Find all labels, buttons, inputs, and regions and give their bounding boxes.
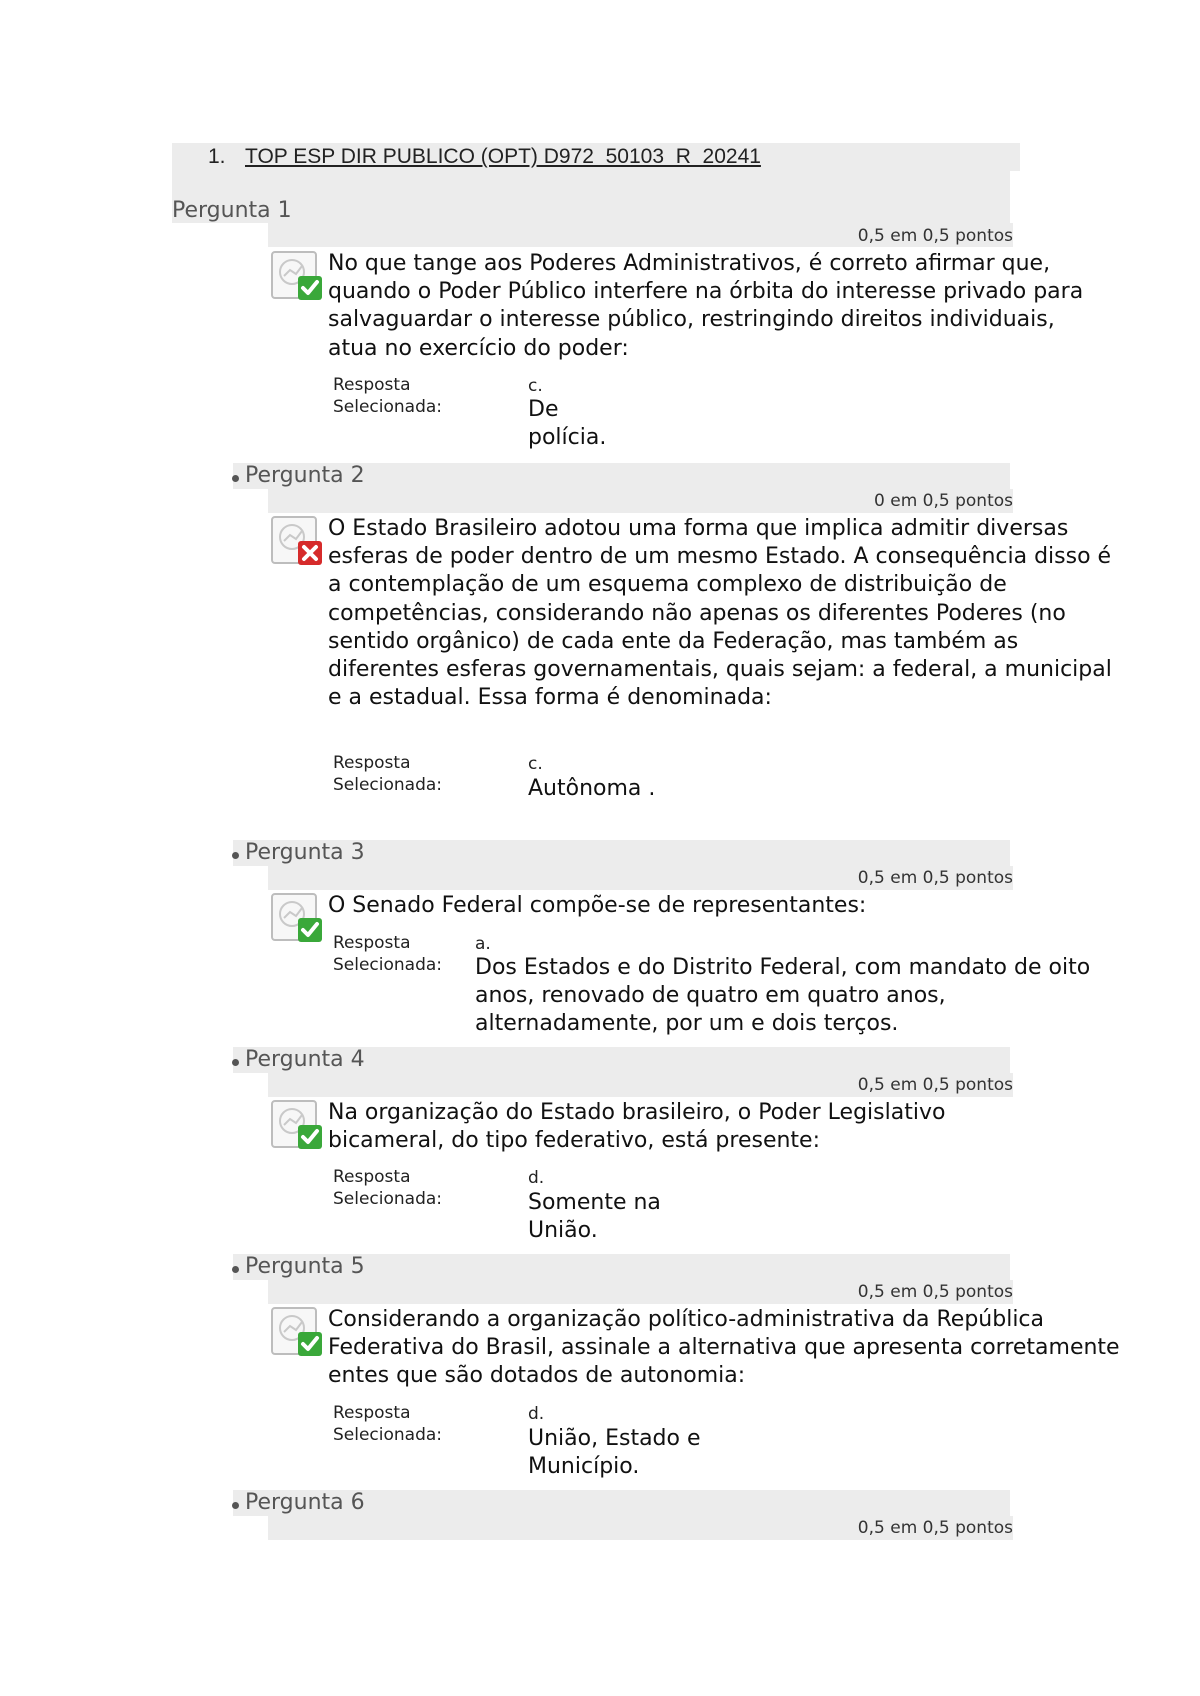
question-1-response-label: Resposta Selecionada: <box>333 375 443 417</box>
question-3-title: Pergunta 3 <box>245 840 365 865</box>
course-title-link[interactable]: TOP ESP DIR PUBLICO (OPT) D972_50103_R_20241 <box>245 145 761 168</box>
question-5-answer-letter: d. <box>528 1404 545 1424</box>
question-3-answer-text: Dos Estados e do Distrito Federal, com mandato de oito anos, renovado de quatro em quatro anos, alternadamente, por um e dois terços. <box>475 955 1091 1036</box>
question-1-answer-text: De polícia. <box>528 397 607 450</box>
question-2-bullet <box>232 475 239 482</box>
question-5-title: Pergunta 5 <box>245 1254 365 1279</box>
question-3-answer-letter: a. <box>475 934 491 954</box>
correct-check-icon <box>270 890 326 946</box>
question-4-answer-letter: d. <box>528 1168 545 1188</box>
question-5-score: 0,5 em 0,5 pontos <box>857 1282 1013 1302</box>
question-4-text: Na organização do Estado brasileiro, o Poder Legislativo bicameral, do tipo federativo, está presente: <box>328 1100 946 1154</box>
correct-check-icon <box>270 1304 326 1360</box>
question-6-score: 0,5 em 0,5 pontos <box>857 1518 1013 1538</box>
question-5-answer-text: União, Estado e Município. <box>528 1426 701 1479</box>
question-4-response-label: Resposta Selecionada: <box>333 1167 443 1209</box>
question-6-title: Pergunta 6 <box>245 1490 365 1515</box>
question-2-score: 0 em 0,5 pontos <box>874 491 1013 511</box>
question-2-title: Pergunta 2 <box>245 463 365 488</box>
question-1-answer-letter: c. <box>528 376 543 396</box>
course-number: 1. <box>208 145 226 168</box>
question-4-score: 0,5 em 0,5 pontos <box>857 1075 1013 1095</box>
question-1-score: 0,5 em 0,5 pontos <box>857 226 1013 246</box>
question-4-title: Pergunta 4 <box>245 1047 365 1072</box>
correct-check-icon <box>270 1097 326 1153</box>
question-1-title: Pergunta 1 <box>172 198 292 223</box>
question-4-answer-text: Somente na União. <box>528 1190 661 1243</box>
question-5-bullet <box>232 1266 239 1273</box>
question-3-text: O Senado Federal compõe-se de representantes: <box>328 893 867 918</box>
question-2-response-label: Resposta Selecionada: <box>333 753 443 795</box>
question-3-score: 0,5 em 0,5 pontos <box>857 868 1013 888</box>
question-2-answer-text: Autônoma . <box>528 776 656 801</box>
question-3-bullet <box>232 852 239 859</box>
correct-check-icon <box>270 248 326 304</box>
question-5-text: Considerando a organização político-administrativa da República Federativa do Brasil, assinale a alternativa que apresenta corretamente entes que são dotados de autonomia: <box>328 1307 1120 1389</box>
question-1-text: No que tange aos Poderes Administrativos, é correto afirmar que, quando o Poder Público interfere na órbita do interesse privado para salvaguardar o interesse público, restringindo direitos individuais, atua no exercício do poder: <box>328 251 1084 361</box>
question-2-text: O Estado Brasileiro adotou uma forma que implica admitir diversas esferas de poder dentro de um mesmo Estado. A consequência disso é a contemplação de um esquema complexo de distribuição de competências, considerando não apenas os diferentes Poderes (no sentido orgânico) de cada ente da Federação, mas também as diferentes esferas governamentais, quais sejam: a federal, a municipal e a estadual. Essa forma é denominada: <box>328 516 1112 711</box>
question-6-bullet <box>232 1502 239 1509</box>
question-3-response-label: Resposta Selecionada: <box>333 933 443 975</box>
question-2-answer-letter: c. <box>528 754 543 774</box>
question-4-bullet <box>232 1059 239 1066</box>
incorrect-x-icon <box>270 513 326 569</box>
question-5-response-label: Resposta Selecionada: <box>333 1403 443 1445</box>
question-1-header-band <box>172 171 1010 223</box>
